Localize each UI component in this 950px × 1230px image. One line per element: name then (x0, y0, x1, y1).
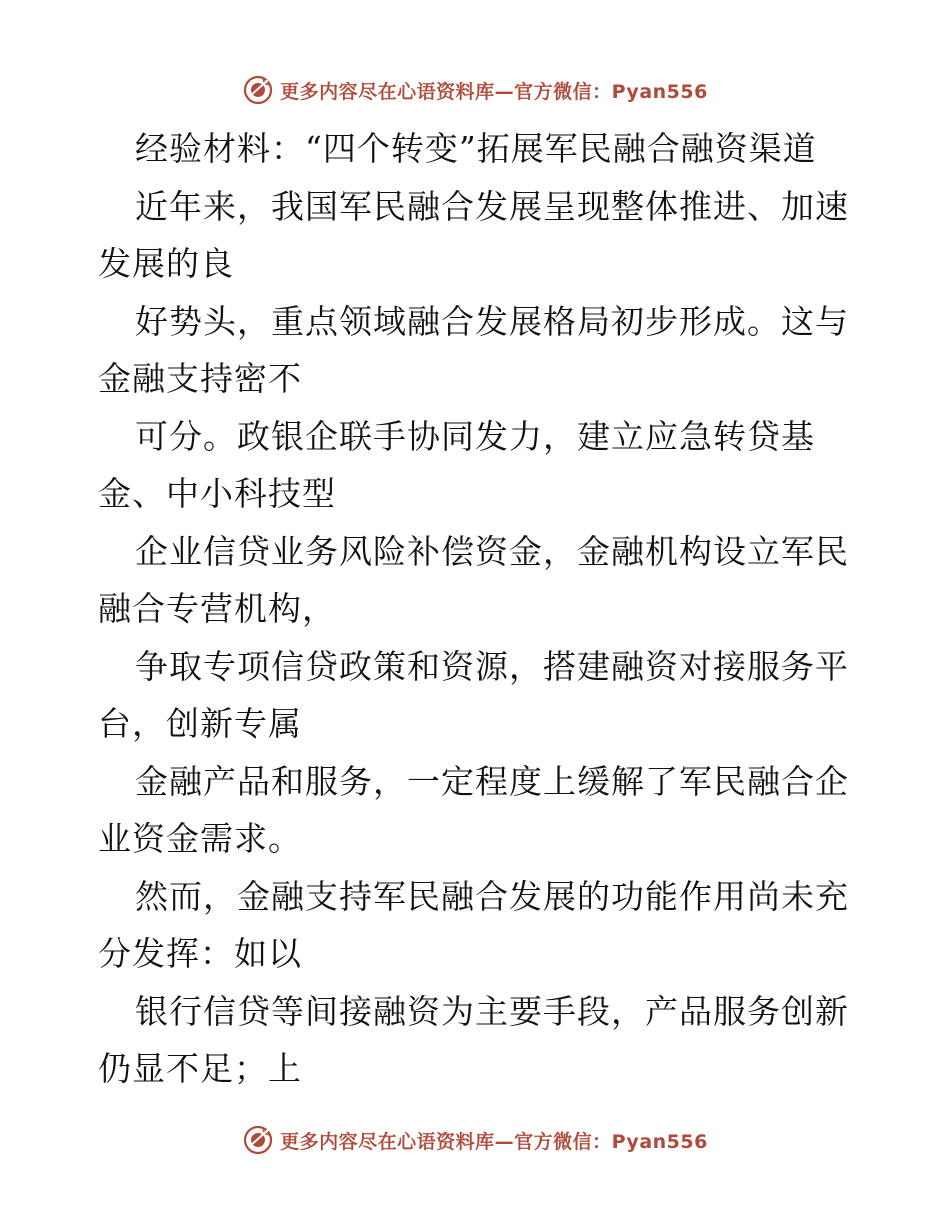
text-line: 业资金需求。 (98, 819, 302, 858)
brand-logo-icon (242, 74, 274, 106)
brand-logo-icon (242, 1124, 274, 1156)
header-banner-text: 更多内容尽在心语资料库—官方微信：Pyan556 (280, 80, 708, 103)
text-line: 可分。政银企联手协同发力，建立应急转贷基 (135, 416, 815, 456)
text-line: 企业信贷业务风险补偿资金，金融机构设立军民 (135, 531, 849, 571)
text-line: 分发挥：如以 (98, 934, 302, 973)
text-line: 好势头，重点领域融合发展格局初步形成。这与 (135, 301, 849, 341)
document-body (98, 120, 858, 1098)
text-line: 银行信贷等间接融资为主要手段，产品服务创新 (135, 991, 849, 1031)
text-line: 近年来，我国军民融合发展呈现整体推进、加速 (135, 186, 849, 226)
text-line: 仍显不足；上 (98, 1049, 302, 1088)
text-line: 发展的良 (98, 244, 234, 283)
document-title: 经验材料：“四个转变”拓展军民融合融资渠道 (135, 129, 817, 168)
text-line: 金、中小科技型 (98, 474, 336, 513)
text-line: 争取专项信贷政策和资源，搭建融资对接服务平 (135, 646, 849, 686)
text-line: 金融产品和服务，一定程度上缓解了军民融合企 (135, 761, 849, 801)
header-banner (0, 70, 950, 110)
text-line: 融合专营机构， (98, 589, 336, 628)
footer-banner-text: 更多内容尽在心语资料库—官方微信：Pyan556 (280, 1130, 708, 1153)
footer-banner (0, 1120, 950, 1160)
text-line: 金融支持密不 (98, 359, 302, 398)
text-line: 然而，金融支持军民融合发展的功能作用尚未充 (135, 876, 849, 916)
text-line: 台，创新专属 (98, 704, 302, 743)
